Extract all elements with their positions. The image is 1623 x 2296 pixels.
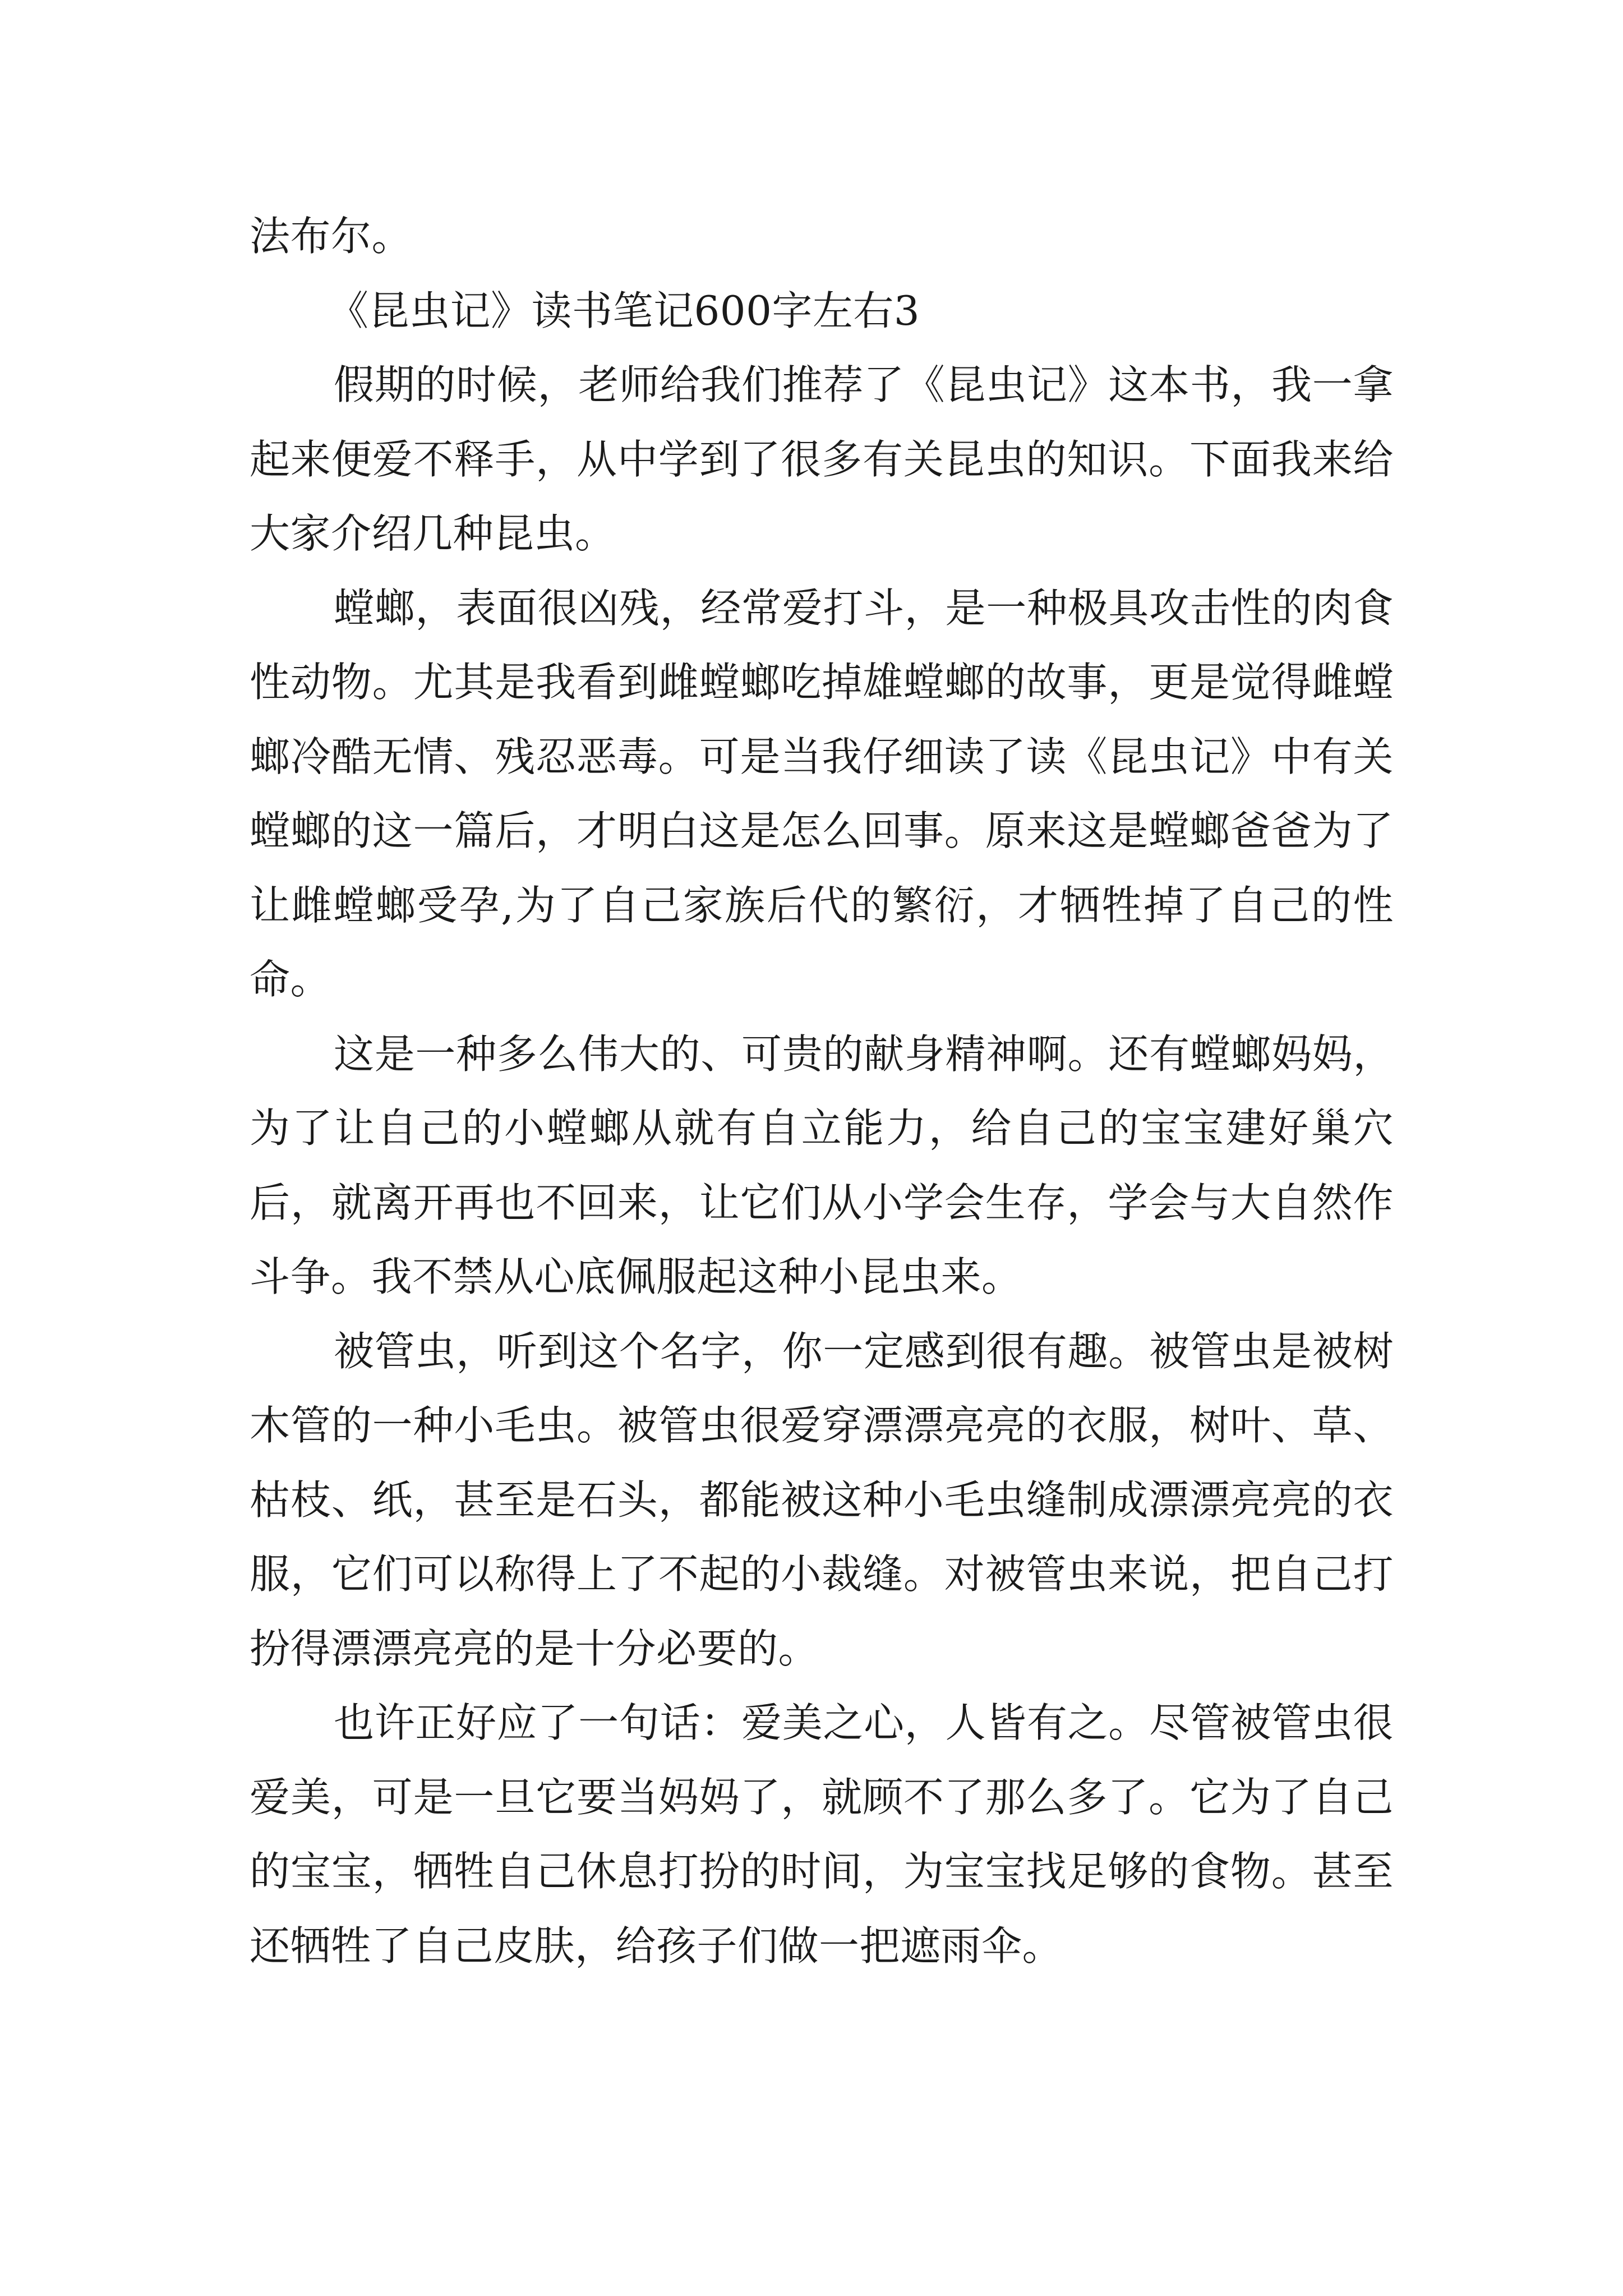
paragraph-intro: 假期的时候，老师给我们推荐了《昆虫记》这本书，我一拿起来便爱不释手，从中学到了很多有关昆虫的知识。下面我来给大家介绍几种昆虫。: [250, 361, 1394, 557]
continuation-line: 法布尔。: [250, 213, 413, 260]
document-body: [250, 199, 1394, 1983]
section-title: 《昆虫记》读书笔记600字左右3: [328, 287, 920, 334]
paragraph-bagworm: 被管虫，听到这个名字，你一定感到很有趣。被管虫是被树木管的一种小毛虫。被管虫很爱穿漂漂亮亮的衣服，树叶、草、枯枝、纸，甚至是石头，都能被这种小毛虫缝制成漂漂亮亮的衣服，它们可以称得上了不起的小裁缝。对被管虫来说，把自己打扮得漂漂亮亮的是十分必要的。: [250, 1327, 1394, 1672]
paragraph-bagworm-mother: 也许正好应了一句话：爱美之心，人皆有之。尽管被管虫很爱美，可是一旦它要当妈妈了，就顾不了那么多了。它为了自己的宝宝，牺牲自己休息打扮的时间，为宝宝找足够的食物。甚至还牺牲了自己皮肤，给孩子们做一把遮雨伞。: [250, 1699, 1394, 1970]
paragraph-mantis-mother: 这是一种多么伟大的、可贵的献身精神啊。还有螳螂妈妈，为了让自己的小螳螂从就有自立能力，给自己的宝宝建好巢穴后，就离开再也不回来，让它们从小学会生存，学会与大自然作斗争。我不禁从心底佩服起这种小昆虫来。: [250, 1030, 1394, 1300]
paragraph-mantis: 螳螂，表面很凶残，经常爱打斗，是一种极具攻击性的肉食性动物。尤其是我看到雌螳螂吃掉雄螳螂的故事，更是觉得雌螳螂冷酷无情、残忍恶毒。可是当我仔细读了读《昆虫记》中有关螳螂的这一篇后，才明白这是怎么回事。原来这是螳螂爸爸为了让雌螳螂受孕,为了自己家族后代的繁衍，才牺牲掉了自己的性命。: [250, 584, 1394, 1003]
